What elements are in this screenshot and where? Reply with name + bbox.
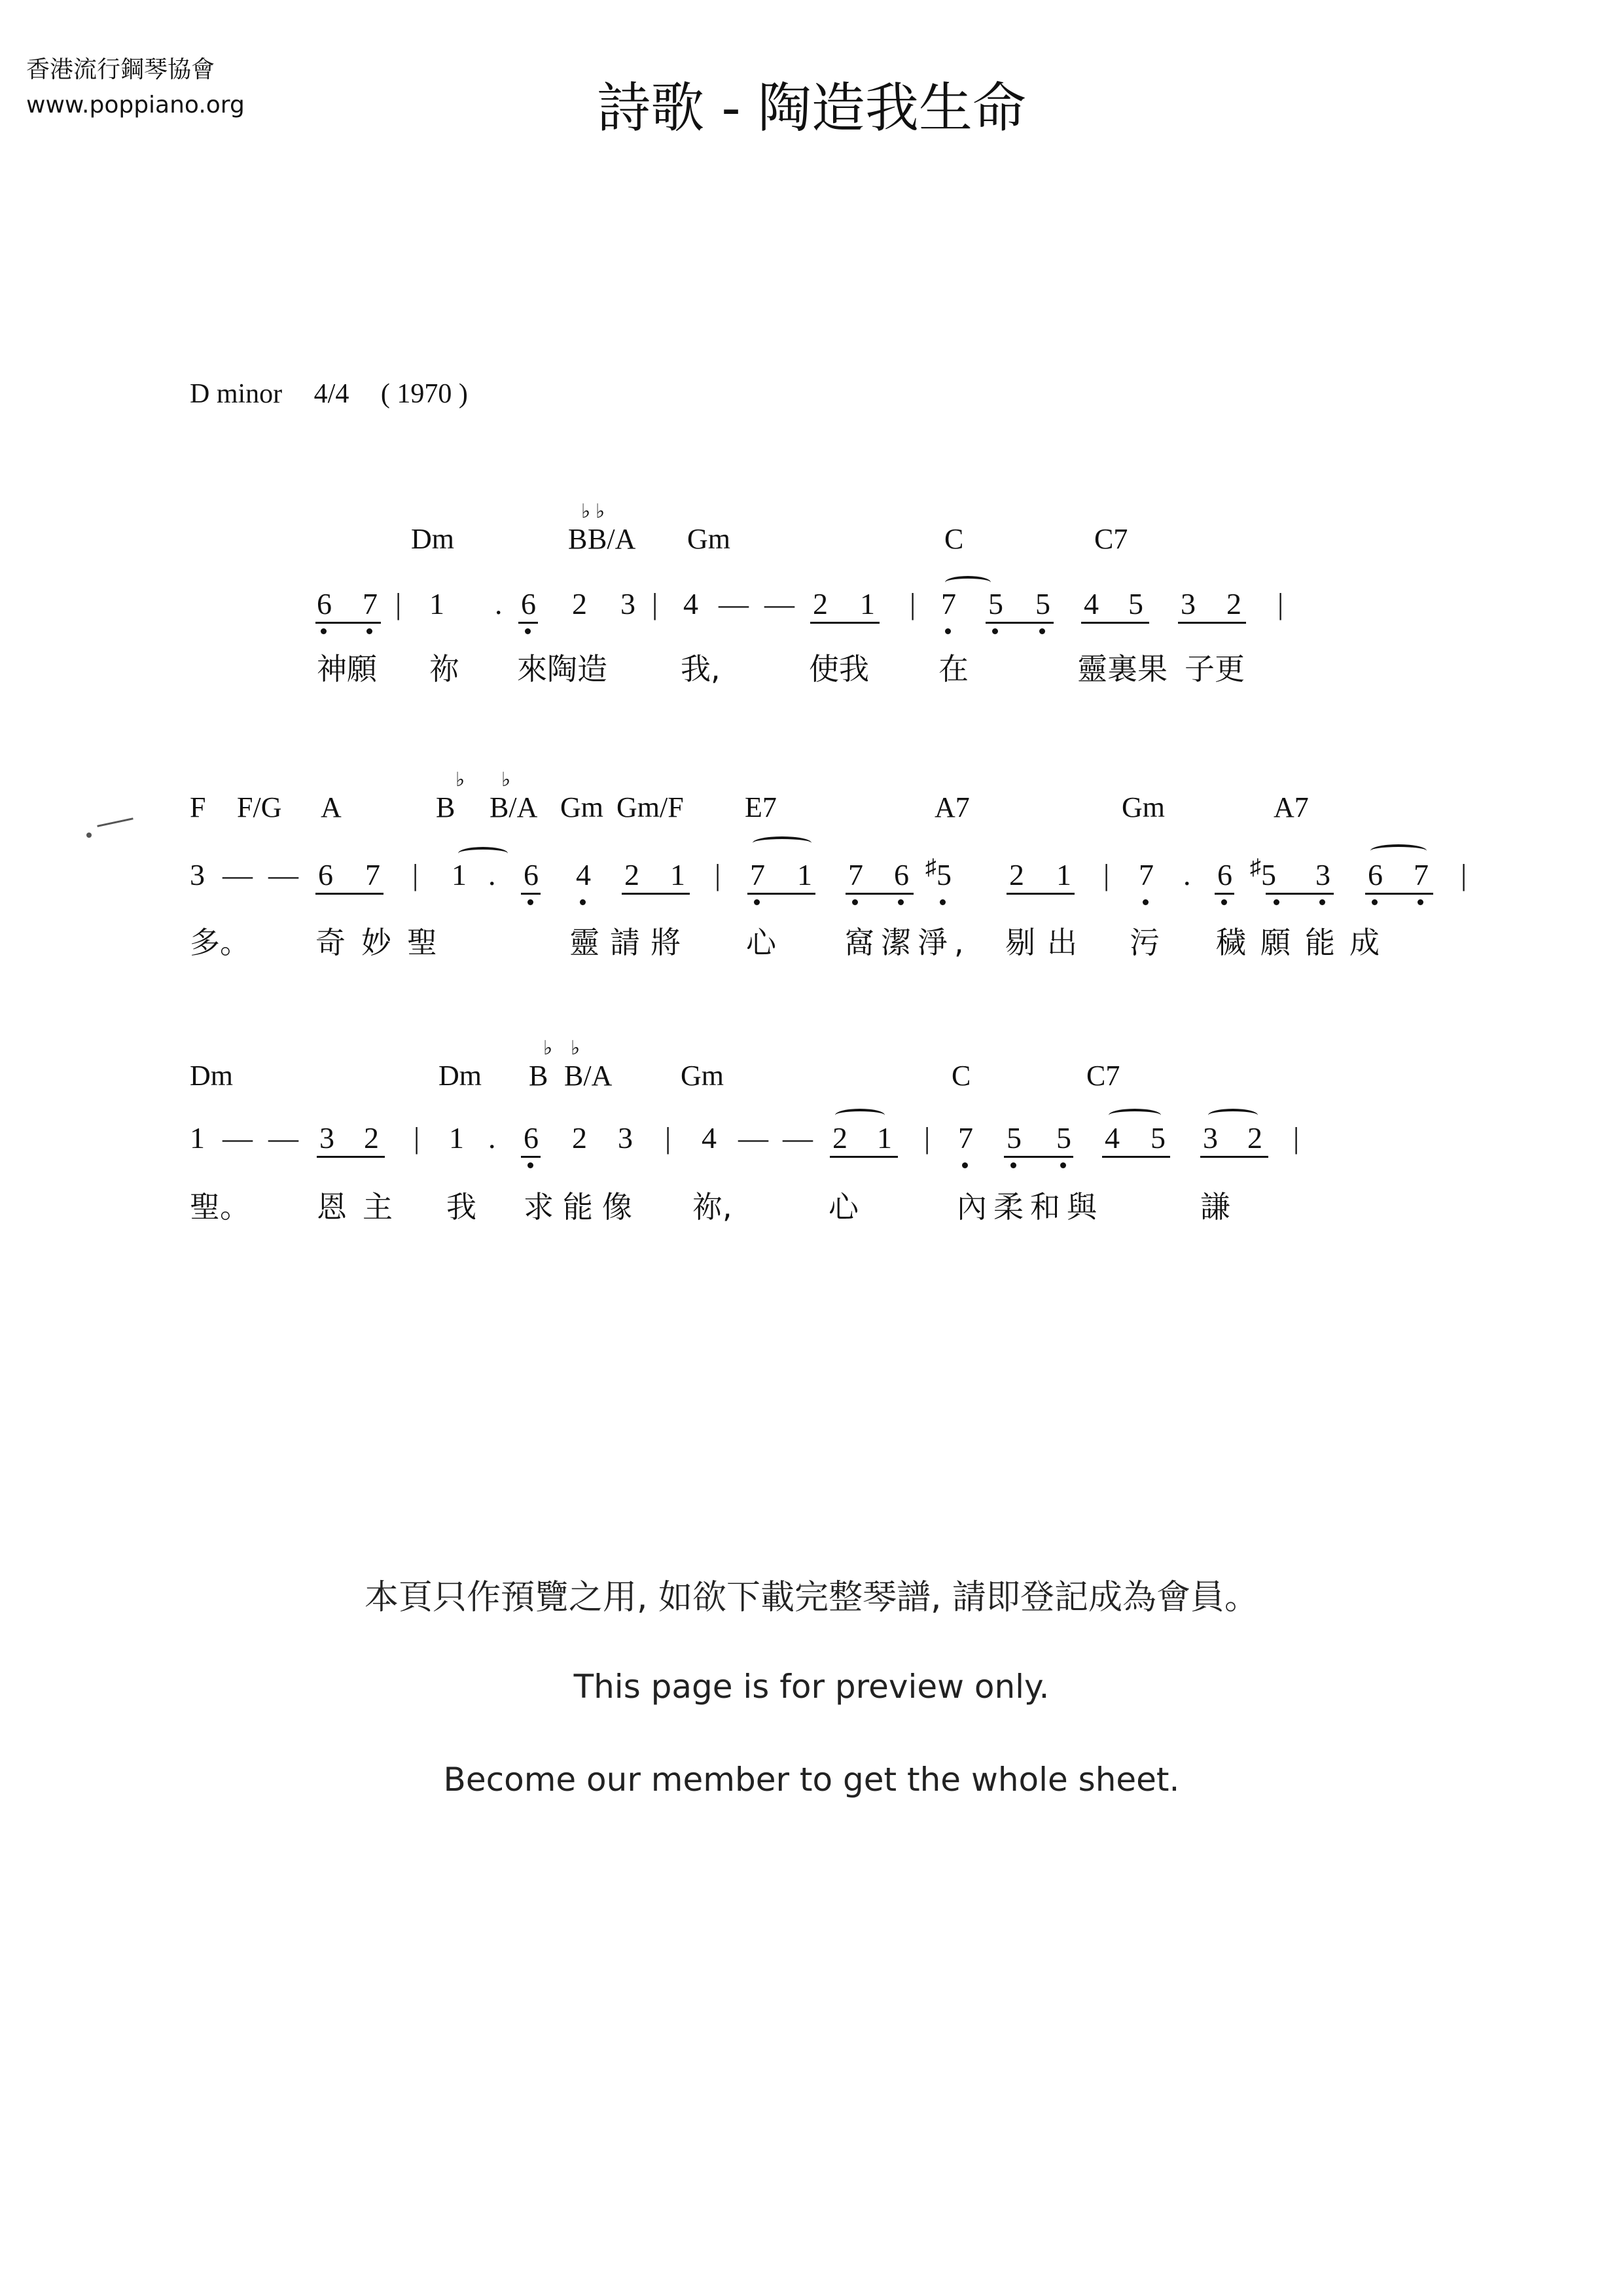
chord: C (952, 1060, 971, 1092)
lyric: 污 (1130, 925, 1160, 960)
note: 6 (1217, 858, 1232, 891)
note: 4 (702, 1121, 717, 1155)
octave-dot (1221, 899, 1227, 905)
lyric: 恩主 (317, 1189, 408, 1225)
flat-sign: ♭ (596, 501, 605, 522)
note: 2 (572, 587, 587, 620)
note: 6 (1368, 858, 1383, 891)
lyric: 窩潔淨, (844, 925, 971, 960)
flat-sign: ♭ (543, 1037, 553, 1059)
chord: ♭ B (529, 1037, 553, 1092)
chord: ♭ B/A (564, 1037, 613, 1092)
system-2-chords (0, 769, 1623, 830)
beam-underline (1200, 1156, 1268, 1158)
octave-dot (940, 899, 946, 905)
slur (1208, 1109, 1258, 1122)
org-name: 香港流行鋼琴協會 (26, 56, 215, 83)
octave-dot (1039, 628, 1045, 634)
note: 1 (670, 858, 685, 891)
dash: — (223, 858, 253, 891)
chord: C (944, 523, 964, 555)
note: 2 (1247, 1121, 1262, 1155)
barline: | (414, 1121, 420, 1155)
system-3-notes (0, 1121, 1623, 1173)
slur (835, 1109, 885, 1122)
note: 7 (750, 858, 765, 891)
beam-underline (1102, 1156, 1170, 1158)
chord: E7 (745, 791, 777, 823)
note: 3 (319, 1121, 334, 1155)
beam-underline (1081, 622, 1149, 624)
lyric: 心 (829, 1189, 859, 1225)
flat-sign: ♭ (501, 769, 511, 791)
octave-dot (321, 628, 327, 634)
dash: — (268, 858, 298, 891)
beam-underline (986, 622, 1054, 624)
octave-dot (1060, 1162, 1066, 1168)
chord: A7 (1274, 791, 1309, 823)
dot-duration: . (1183, 858, 1191, 891)
octave-dot (1372, 899, 1378, 905)
note: 1 (452, 858, 467, 891)
note: 2 (572, 1121, 587, 1155)
dash: — (783, 1121, 813, 1155)
lyric: 靈請將 (569, 925, 691, 960)
beam-underline (810, 622, 880, 624)
note: 1 (190, 1121, 205, 1155)
chord: ♭ B (436, 769, 465, 823)
beam-underline (846, 893, 914, 895)
beam-underline (317, 1156, 385, 1158)
slur (753, 836, 812, 850)
note: 1 (860, 587, 875, 620)
octave-dot (1418, 899, 1423, 905)
flat-sign: ♭ (571, 1037, 580, 1059)
note: 1 (449, 1121, 464, 1155)
note: 7 (363, 587, 378, 620)
sharp-sign: ♯ (925, 855, 936, 880)
key-signature: D minor (190, 379, 283, 409)
barline: | (910, 587, 916, 620)
chord: Gm (560, 791, 603, 823)
note: 3 (1181, 587, 1196, 620)
beam-underline (1178, 622, 1246, 624)
slur (1109, 1109, 1161, 1122)
dash: — (738, 1121, 768, 1155)
flat-sign: ♭ (455, 769, 465, 791)
flat-sign: ♭ (581, 501, 591, 522)
chord: Gm (1122, 791, 1165, 823)
dash: — (764, 587, 794, 620)
note: 5 (1035, 587, 1050, 620)
lyric: 子更 (1185, 651, 1245, 687)
dot-duration: . (488, 1121, 496, 1155)
barline: | (395, 587, 402, 620)
lyric: 祢, (692, 1189, 732, 1225)
note: 2 (813, 587, 828, 620)
note: 3 (1315, 858, 1330, 891)
chord: ♭ B/A (490, 769, 538, 823)
lyric: 謙 (1200, 1189, 1230, 1225)
beam-underline (518, 622, 538, 624)
chord: Dm (190, 1060, 233, 1092)
chord: C7 (1094, 523, 1128, 555)
note: 6 (521, 587, 536, 620)
chord: Gm (681, 1060, 724, 1092)
octave-dot (1010, 1162, 1016, 1168)
lyric: 剔出 (1005, 925, 1089, 960)
octave-dot (945, 628, 951, 634)
beam-underline (1215, 893, 1234, 895)
lyric: 神願 (317, 651, 377, 687)
lyric: 靈裏果 (1077, 651, 1168, 687)
octave-dot (580, 899, 586, 905)
barline: | (1461, 858, 1467, 891)
beam-underline (1007, 893, 1075, 895)
chord: Gm/F (616, 791, 684, 823)
note: 6 (524, 858, 539, 891)
note: 2 (624, 858, 639, 891)
octave-dot (852, 899, 858, 905)
note: 5 (1150, 1121, 1166, 1155)
member-notice-en: Become our member to get the whole sheet. (443, 1761, 1180, 1799)
octave-dot (366, 628, 372, 634)
note: 4 (1084, 587, 1099, 620)
beam-underline (521, 893, 541, 895)
note: 5 (1056, 1121, 1071, 1155)
slur (458, 847, 508, 860)
note: 7 (1139, 858, 1154, 891)
system-3-lyrics (0, 1183, 1623, 1223)
lyric: 心 (746, 925, 776, 960)
note: 3 (190, 858, 205, 891)
note: 2 (1226, 587, 1241, 620)
chord: ♭ B/A (588, 501, 636, 555)
barline: | (665, 1121, 671, 1155)
note: 6 (894, 858, 909, 891)
beam-underline (521, 1156, 541, 1158)
dash: — (719, 587, 749, 620)
note: 5 (1007, 1121, 1022, 1155)
barline: | (652, 587, 658, 620)
website-url[interactable]: www.poppiano.org (26, 92, 245, 118)
octave-dot (992, 628, 998, 634)
beam-underline (747, 893, 815, 895)
octave-dot (898, 899, 904, 905)
system-1-chords (0, 501, 1623, 562)
barline: | (715, 858, 721, 891)
note: 3 (620, 587, 635, 620)
lyric: 我, (681, 651, 721, 687)
note: 7 (958, 1121, 973, 1155)
barline: | (412, 858, 419, 891)
lyric: 使我 (809, 651, 869, 687)
note: 7 (848, 858, 863, 891)
beam-underline (315, 893, 383, 895)
dot-duration: . (488, 858, 496, 891)
dot-duration: . (495, 587, 503, 620)
beam-underline (622, 893, 690, 895)
page-title: 詩歌 - 陶造我生命 (597, 77, 1026, 139)
beam-underline (315, 622, 381, 624)
note: 1 (797, 858, 812, 891)
scan-mark (86, 833, 92, 838)
lyric: 內柔和與 (957, 1189, 1103, 1225)
barline: | (924, 1121, 931, 1155)
preview-notice-zh: 本頁只作預覽之用, 如欲下載完整琴譜, 請即登記成為會員。 (364, 1578, 1259, 1617)
note: 5 (988, 587, 1003, 620)
beam-underline (830, 1156, 898, 1158)
chord: A7 (935, 791, 970, 823)
beam-underline (1365, 893, 1433, 895)
note: 3 (1203, 1121, 1218, 1155)
octave-dot (1274, 899, 1279, 905)
chord: A (321, 791, 342, 823)
chord: ♭ B (568, 501, 591, 555)
note: ♯5 (925, 855, 952, 891)
barline: | (1293, 1121, 1300, 1155)
system-2-lyrics (0, 919, 1623, 958)
year: ( 1970 ) (380, 379, 468, 409)
note: 1 (429, 587, 444, 620)
note: 4 (1105, 1121, 1120, 1155)
slur (1370, 844, 1427, 857)
note: 7 (1414, 858, 1429, 891)
chord: Dm (411, 523, 454, 555)
system-1-notes (0, 586, 1623, 639)
octave-dot (1143, 899, 1149, 905)
system-2-notes (0, 857, 1623, 910)
note: 6 (524, 1121, 539, 1155)
note: 5 (1128, 587, 1143, 620)
note: 6 (318, 858, 333, 891)
note: 6 (317, 587, 332, 620)
octave-dot (962, 1162, 968, 1168)
note: 2 (832, 1121, 847, 1155)
dash: — (223, 1121, 253, 1155)
lyric: 在 (938, 651, 969, 687)
preview-notice-en: This page is for preview only. (573, 1668, 1050, 1706)
chord: Gm (687, 523, 730, 555)
chord: F (190, 791, 206, 823)
lyric: 多。 (190, 925, 250, 960)
lyric: 祢 (429, 651, 459, 687)
system-1-lyrics (0, 645, 1623, 685)
octave-dot (1319, 899, 1325, 905)
lyric: 來陶造 (517, 651, 607, 687)
note: 2 (364, 1121, 379, 1155)
barline: | (1277, 587, 1284, 620)
note: 3 (618, 1121, 633, 1155)
octave-dot (754, 899, 760, 905)
note: 7 (941, 587, 956, 620)
beam-underline (1004, 1156, 1073, 1158)
chord: Dm (438, 1060, 482, 1092)
octave-dot (527, 899, 533, 905)
slur (945, 576, 991, 589)
beam-underline (1266, 893, 1334, 895)
time-signature: 4/4 (313, 379, 349, 409)
note: 1 (877, 1121, 892, 1155)
note: ♯5 (1250, 855, 1276, 891)
dash: — (268, 1121, 298, 1155)
sharp-sign: ♯ (1250, 855, 1261, 880)
lyric: 我 (446, 1189, 476, 1225)
note: 1 (1056, 858, 1071, 891)
barline: | (1103, 858, 1110, 891)
system-3-chords (0, 1037, 1623, 1098)
lyric: 奇妙聖 (315, 925, 453, 960)
lyric: 穢願能成 (1216, 925, 1394, 960)
lyric: 求能像 (524, 1189, 641, 1225)
song-meta (190, 378, 493, 410)
chord: F/G (237, 791, 282, 823)
note: 4 (576, 858, 591, 891)
note: 7 (365, 858, 380, 891)
note: 4 (683, 587, 698, 620)
chord: C7 (1086, 1060, 1120, 1092)
octave-dot (525, 628, 531, 634)
octave-dot (527, 1162, 533, 1168)
lyric: 聖。 (190, 1189, 250, 1225)
note: 2 (1009, 858, 1024, 891)
